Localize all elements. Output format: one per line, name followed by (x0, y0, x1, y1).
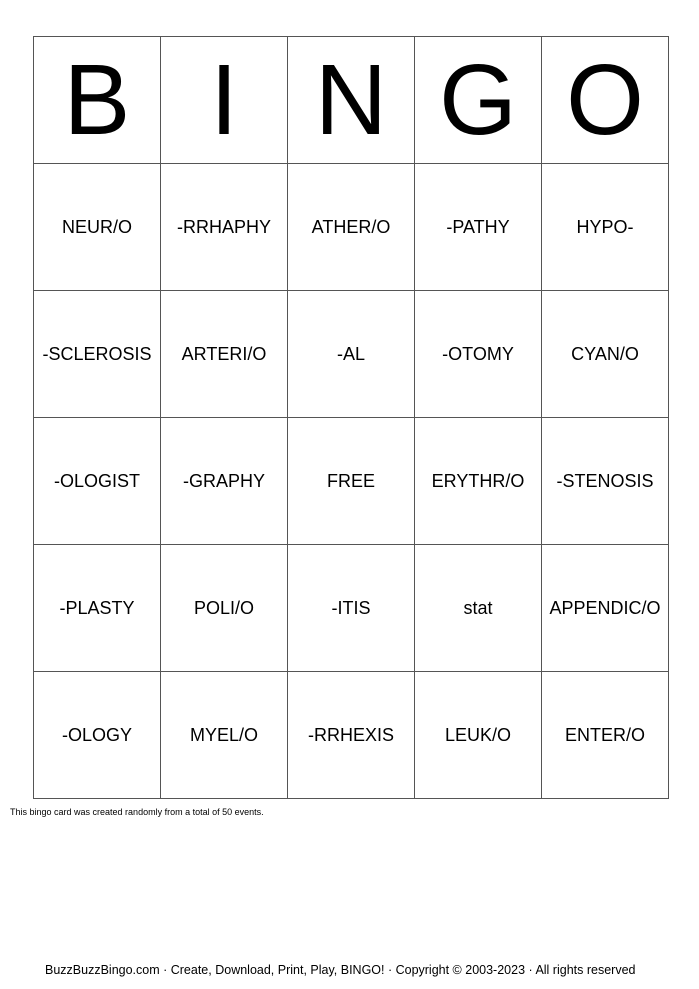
bingo-cell: LEUK/O (415, 672, 542, 799)
bingo-cell: -RRHAPHY (161, 164, 288, 291)
bingo-cell: CYAN/O (542, 291, 669, 418)
header-letter-g: G (415, 37, 542, 164)
card-generation-note: This bingo card was created randomly from a total of 50 events. (10, 807, 264, 817)
bingo-row (34, 545, 669, 672)
bingo-cell: APPENDIC/O (542, 545, 669, 672)
bingo-cell: ENTER/O (542, 672, 669, 799)
header-letter-b: B (34, 37, 161, 164)
bingo-header-row (34, 37, 669, 164)
bingo-cell: POLI/O (161, 545, 288, 672)
bingo-row (34, 418, 669, 545)
bingo-cell: stat (415, 545, 542, 672)
bingo-row (34, 672, 669, 799)
bingo-card (33, 36, 669, 799)
header-letter-n: N (288, 37, 415, 164)
bingo-cell: -GRAPHY (161, 418, 288, 545)
bingo-cell: MYEL/O (161, 672, 288, 799)
bingo-cell: -PATHY (415, 164, 542, 291)
bingo-row (34, 291, 669, 418)
bingo-cell: -AL (288, 291, 415, 418)
bingo-cell: HYPO- (542, 164, 669, 291)
bingo-row (34, 164, 669, 291)
footer-copyright: BuzzBuzzBingo.com · Create, Download, Print, Play, BINGO! · Copyright © 2003-2023 · All rights reserved (45, 963, 636, 977)
header-letter-o: O (542, 37, 669, 164)
header-letter-i: I (161, 37, 288, 164)
bingo-cell: -OTOMY (415, 291, 542, 418)
bingo-cell: -SCLEROSIS (34, 291, 161, 418)
bingo-cell: -OLOGIST (34, 418, 161, 545)
bingo-cell: ATHER/O (288, 164, 415, 291)
bingo-cell: ARTERI/O (161, 291, 288, 418)
bingo-cell: -ITIS (288, 545, 415, 672)
bingo-cell: -PLASTY (34, 545, 161, 672)
bingo-cell: -OLOGY (34, 672, 161, 799)
bingo-cell: ERYTHR/O (415, 418, 542, 545)
bingo-cell: -RRHEXIS (288, 672, 415, 799)
bingo-cell: -STENOSIS (542, 418, 669, 545)
bingo-cell: NEUR/O (34, 164, 161, 291)
free-space-cell: FREE (288, 418, 415, 545)
